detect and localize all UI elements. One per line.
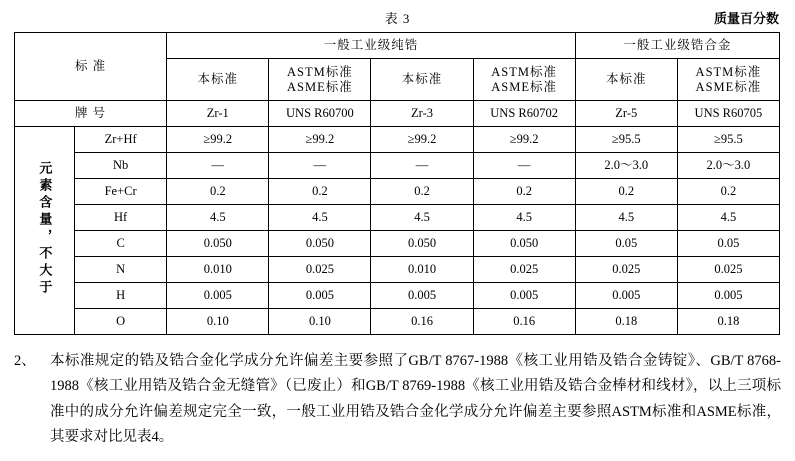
cell-value: 0.05 — [677, 231, 779, 257]
cell-value: — — [167, 153, 269, 179]
cell-value: 4.5 — [269, 205, 371, 231]
cell-value: 0.005 — [677, 283, 779, 309]
cell-value: 0.050 — [371, 231, 473, 257]
col-header-3 — [371, 59, 473, 101]
cell-value: 0.16 — [371, 309, 473, 335]
element-name: Nb — [75, 153, 167, 179]
grade-1: Zr-1 — [167, 101, 269, 127]
cell-value: 0.005 — [473, 283, 575, 309]
cell-value: 0.005 — [167, 283, 269, 309]
note-number: 2、 — [14, 353, 36, 369]
cell-value: ≥99.2 — [167, 127, 269, 153]
cell-value: 0.18 — [677, 309, 779, 335]
cell-value: ≥99.2 — [473, 127, 575, 153]
col-header-4-line1: ASTM标准 — [491, 65, 557, 80]
col-header-3-line1: 本标准 — [401, 72, 443, 87]
cell-value: 2.0～3.0 — [575, 153, 677, 179]
grade-2: UNS R60700 — [269, 101, 371, 127]
cell-value: 0.2 — [575, 179, 677, 205]
cell-value: 4.5 — [167, 205, 269, 231]
note-text: 本标准规定的锆及锆合金化学成分允许偏差主要参照了GB/T 8767-1988《核工业用锆及锆合金铸锭》、GB/T 8768-1988《核工业用锆及锆合金无缝管》（已废止）和GB/T 8769-1988《核工业用锆及锆合金棒材和线材》，以上三项标准中的成分允许偏差规定完全一致，一般工业用锆及锆合金化学成分允许偏差主要参照ASTM标准和ASME标准，其要求对比见表4。 — [50, 353, 781, 446]
group-alloy-header: 一般工业级锆合金 — [575, 33, 779, 59]
table-header-line — [14, 8, 781, 28]
table-caption: 表 3 — [384, 11, 411, 26]
col-header-2-line1: ASTM标准 — [287, 65, 353, 80]
table-row — [15, 257, 780, 283]
cell-value: 0.005 — [575, 283, 677, 309]
cell-value: 0.2 — [167, 179, 269, 205]
cell-value: 0.025 — [473, 257, 575, 283]
col-header-6-line2: ASME标准 — [695, 79, 762, 94]
table-row — [15, 231, 780, 257]
cell-value: ≥95.5 — [575, 127, 677, 153]
col-header-4 — [473, 59, 575, 101]
element-name: O — [75, 309, 167, 335]
cell-value: 0.025 — [575, 257, 677, 283]
group-pure-header: 一般工业级纯锆 — [167, 33, 576, 59]
table-row — [15, 127, 780, 153]
cell-value: 4.5 — [677, 205, 779, 231]
grade-3: Zr-3 — [371, 101, 473, 127]
cell-value: 0.025 — [269, 257, 371, 283]
cell-value: 2.0～3.0 — [677, 153, 779, 179]
cell-value: 0.050 — [269, 231, 371, 257]
table-row — [15, 153, 780, 179]
element-name: Hf — [75, 205, 167, 231]
cell-value: 0.18 — [575, 309, 677, 335]
cell-value: ≥95.5 — [677, 127, 779, 153]
unit-note: 质量百分数 — [713, 11, 779, 26]
table-row-grades — [15, 101, 780, 127]
grade-label: 牌 号 — [15, 101, 167, 127]
cell-value: 0.010 — [371, 257, 473, 283]
side-label — [15, 127, 75, 335]
cell-value: 0.005 — [269, 283, 371, 309]
col-header-2-line2: ASME标准 — [287, 79, 353, 94]
col-header-1 — [167, 59, 269, 101]
cell-value: — — [269, 153, 371, 179]
cell-value: — — [371, 153, 473, 179]
element-name: N — [75, 257, 167, 283]
cell-value: 0.010 — [167, 257, 269, 283]
standard-label: 标 准 — [15, 33, 167, 101]
cell-value: 0.025 — [677, 257, 779, 283]
col-header-5 — [575, 59, 677, 101]
col-header-6 — [677, 59, 779, 101]
col-header-6-line1: ASTM标准 — [695, 65, 762, 80]
cell-value: 0.16 — [473, 309, 575, 335]
cell-value: 4.5 — [473, 205, 575, 231]
cell-value: 0.05 — [575, 231, 677, 257]
cell-value: 0.2 — [269, 179, 371, 205]
table-row — [15, 309, 780, 335]
col-header-1-line1: 本标准 — [197, 72, 238, 87]
cell-value: 0.2 — [677, 179, 779, 205]
cell-value: 0.10 — [269, 309, 371, 335]
element-name: C — [75, 231, 167, 257]
composition-table — [14, 32, 780, 335]
grade-4: UNS R60702 — [473, 101, 575, 127]
cell-value: 0.10 — [167, 309, 269, 335]
cell-value: 0.2 — [473, 179, 575, 205]
cell-value: 0.005 — [371, 283, 473, 309]
col-header-4-line2: ASME标准 — [491, 79, 557, 94]
cell-value: ≥99.2 — [269, 127, 371, 153]
col-header-5-line1: 本标准 — [606, 72, 647, 87]
note-paragraph — [14, 349, 781, 451]
table-row — [15, 283, 780, 309]
cell-value: 0.2 — [371, 179, 473, 205]
cell-value: 0.050 — [473, 231, 575, 257]
cell-value: ≥99.2 — [371, 127, 473, 153]
table-row — [15, 205, 780, 231]
cell-value: — — [473, 153, 575, 179]
grade-5: Zr-5 — [575, 101, 677, 127]
grade-6: UNS R60705 — [677, 101, 779, 127]
side-label-text: 元素含量，不大于 — [37, 160, 53, 297]
element-name: Zr+Hf — [75, 127, 167, 153]
col-header-2 — [269, 59, 371, 101]
cell-value: 4.5 — [575, 205, 677, 231]
cell-value: 0.050 — [167, 231, 269, 257]
table-row-group-header — [15, 33, 780, 59]
element-name: H — [75, 283, 167, 309]
table-row — [15, 179, 780, 205]
element-name: Fe+Cr — [75, 179, 167, 205]
cell-value: 4.5 — [371, 205, 473, 231]
